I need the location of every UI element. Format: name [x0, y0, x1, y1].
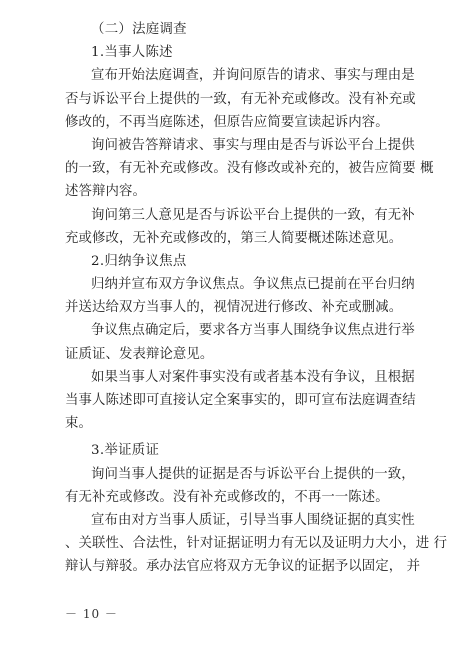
paragraph-line: 争议焦点确定后，要求各方当事人围绕争议焦点进行举 — [91, 323, 415, 339]
paragraph-line: 述答辩内容。 — [65, 184, 146, 200]
paragraph-line: 宣布开始法庭调查，并询问原告的请求、事实与理由是 — [91, 68, 415, 84]
paragraph-line: 否与诉讼平台上提供的一致，有无补充或修改。没有补充或 — [65, 91, 416, 107]
paragraph-line: 修改的，不再当庭陈述，但原告应简要宣读起诉内容。 — [65, 114, 389, 130]
document-body — [65, 18, 448, 579]
subheading-party-statement: 1.当事人陈述 — [91, 45, 173, 61]
paragraph-line: 辩认与辩驳。承办法官应将双方无争议的证据予以固定， 并 — [65, 559, 421, 575]
page-number: － 10 － — [65, 607, 118, 621]
paragraph-line: 、关联性、合法性，针对证据证明力有无以及证明力大小，进 行 — [65, 536, 448, 552]
paragraph-line: 的一致，有无补充或修改。没有修改或补充的，被告应简要 概 — [65, 161, 434, 177]
subheading-evidence-cross-examination: 3.举证质证 — [91, 443, 160, 459]
section-heading-court-investigation: （二）法庭调查 — [91, 22, 187, 37]
paragraph-line: 询问被告答辩请求、事实与理由是否与诉讼平台上提供 — [91, 137, 415, 153]
paragraph-line: 充或修改，无补充或修改的，第三人简要概述陈述意见。 — [65, 230, 403, 246]
paragraph-line: 归纳并宣布双方争议焦点。争议焦点已提前在平台归纳 — [91, 277, 415, 293]
paragraph-line: 有无补充或修改。没有补充或修改的，不再一一陈述。 — [65, 489, 389, 505]
paragraph-line: 宣布由对方当事人质证，引导当事人围绕证据的真实性 — [91, 512, 415, 528]
paragraph-line: 束。 — [65, 416, 92, 432]
paragraph-line: 询问当事人提供的证据是否与诉讼平台上提供的一致， — [91, 466, 415, 482]
subheading-dispute-focus: 2.归纳争议焦点 — [91, 253, 187, 269]
paragraph-line: 证质证、发表辩论意见。 — [65, 346, 214, 362]
paragraph-line: 如果当事人对案件事实没有或者基本没有争议，且根据 — [91, 369, 415, 385]
paragraph-line: 询问第三人意见是否与诉讼平台上提供的一致，有无补 — [91, 207, 415, 223]
paragraph-line: 并送达给双方当事人的，视情况进行修改、补充或删减。 — [65, 300, 403, 316]
paragraph-line: 当事人陈述即可直接认定全案事实的，即可宣布法庭调查结 — [65, 393, 416, 408]
